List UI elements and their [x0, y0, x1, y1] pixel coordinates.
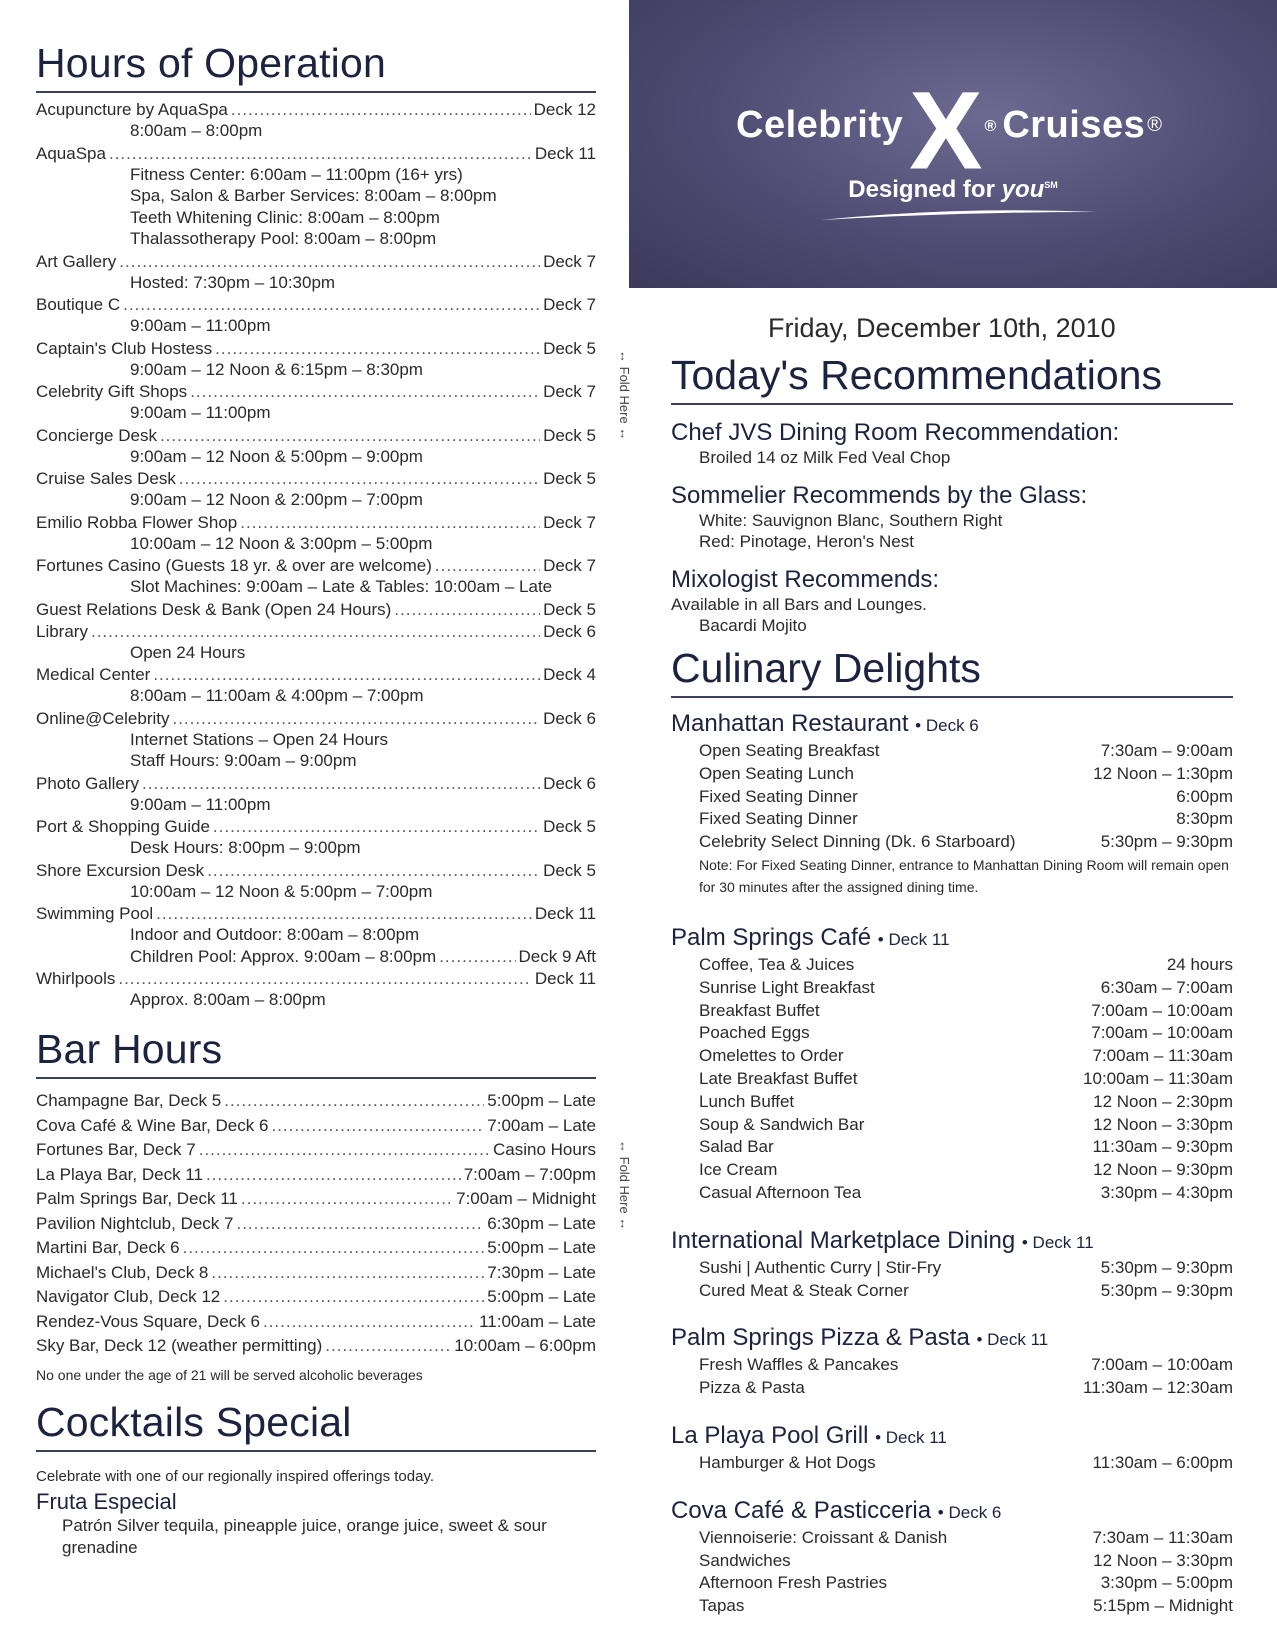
mixologist-note: Available in all Bars and Lounges.	[671, 595, 927, 614]
venue-name: Palm Springs Café	[671, 923, 872, 951]
menu-row	[671, 831, 1233, 854]
menu-time: 3:30pm – 4:30pm	[1100, 1182, 1233, 1202]
row-label: Martini Bar, Deck 6	[36, 1238, 180, 1257]
row-label: Art Gallery	[36, 251, 117, 271]
row-value: 5:00pm – Late	[487, 1091, 596, 1110]
menu-item: Celebrity Select Dinning (Dk. 6 Starboard)	[699, 832, 1016, 852]
hours-row	[36, 99, 596, 120]
hours-detail: 9:00am – 11:00pm	[130, 794, 271, 814]
bar-hours-list	[36, 1089, 596, 1359]
menu-row	[671, 1182, 1233, 1205]
menu-item: Sushi | Authentic Curry | Stir-Fry	[699, 1257, 942, 1277]
date: Friday, December 10th, 2010	[768, 313, 1116, 343]
leader-dots	[207, 860, 540, 881]
menu-item: Fresh Waffles & Pancakes	[699, 1355, 899, 1375]
row-label: AquaSpa	[36, 143, 106, 163]
venue-name: Palm Springs Pizza & Pasta	[671, 1324, 970, 1352]
menu-time: 5:15pm – Midnight	[1093, 1596, 1233, 1616]
menu-time: 11:30am – 6:00pm	[1092, 1452, 1233, 1472]
menu-row	[671, 954, 1233, 977]
row-label: Library	[36, 621, 88, 641]
hours-detail: 10:00am – 12 Noon & 5:00pm – 7:00pm	[130, 881, 433, 901]
menu-row	[671, 1354, 1233, 1377]
venue-name: La Playa Pool Grill	[671, 1421, 869, 1449]
row-value: Deck 7	[543, 556, 596, 575]
menu-item: Fixed Seating Dinner	[699, 809, 858, 829]
hours-row	[36, 381, 596, 402]
leader-dots	[153, 664, 540, 685]
hours-row	[36, 968, 596, 989]
row-value: Deck 6	[543, 773, 596, 793]
menu-item: Poached Eggs	[699, 1023, 810, 1043]
row-value: Deck 5	[543, 338, 596, 358]
hours-row	[36, 599, 596, 620]
menu-item: Viennoiserie: Croissant & Danish	[699, 1527, 948, 1547]
leader-dots	[119, 251, 540, 272]
row-value: 6:30pm – Late	[487, 1213, 596, 1233]
venue-title	[671, 924, 1233, 954]
age-note: No one under the age of 21 will be served alcoholic beverages	[36, 1366, 423, 1383]
venue-block	[671, 1227, 1233, 1303]
row-value: 7:00am – Midnight	[456, 1189, 596, 1208]
hours-detail: 8:00am – 11:00am & 4:00pm – 7:00pm	[130, 686, 424, 705]
venue-note: Note: For Fixed Seating Dinner, entrance to Manhattan Dining Room will remain open for 30 minutes after the assigned dining time.	[699, 856, 1229, 895]
cocktails-title: Cocktails Special	[36, 1399, 596, 1452]
venue-deck: • Deck 11	[976, 1330, 1049, 1350]
venue-block	[671, 1422, 1233, 1475]
hours-item	[36, 599, 596, 620]
row-label: Michael's Club, Deck 8	[36, 1262, 209, 1282]
hours-detail: 9:00am – 11:00pm	[130, 316, 271, 335]
sommelier-white: White: Sauvignon Blanc, Southern Right	[699, 511, 1003, 530]
row-label: Cruise Sales Desk	[36, 469, 176, 488]
row-label: Sky Bar, Deck 12 (weather permitting)	[36, 1336, 323, 1355]
menu-item: Sandwiches	[699, 1550, 791, 1570]
hours-detail: Desk Hours: 8:00pm – 9:00pm	[130, 838, 361, 857]
menu-time: 12 Noon – 2:30pm	[1093, 1091, 1233, 1111]
venue-deck: • Deck 6	[937, 1502, 1002, 1522]
venue-title	[671, 1227, 1233, 1257]
hours-row	[36, 294, 596, 315]
row-value: Deck 5	[543, 469, 596, 488]
brand-left: Celebrity	[736, 103, 904, 146]
venue-title	[671, 1497, 1233, 1527]
row-value: 5:00pm – Late	[487, 1238, 596, 1257]
hours-row	[36, 143, 596, 164]
row-value: 7:00am – 7:00pm	[463, 1164, 596, 1184]
menu-row	[671, 1595, 1233, 1618]
hours-detail: 9:00am – 12 Noon & 5:00pm – 9:00pm	[130, 446, 423, 466]
menu-row	[671, 1045, 1233, 1068]
leader-dots	[142, 773, 540, 794]
leader-dots	[109, 143, 532, 164]
row-value: 7:00am – Late	[487, 1115, 596, 1135]
menu-item: Late Breakfast Buffet	[699, 1068, 858, 1088]
bar-row	[36, 1114, 596, 1139]
menu-item: Pizza & Pasta	[699, 1378, 805, 1398]
venue-title	[671, 710, 1233, 740]
leader-dots	[271, 1114, 484, 1139]
hours-item	[36, 143, 596, 250]
menu-time: 7:30am – 11:30am	[1092, 1527, 1233, 1547]
menu-time: 6:00pm	[1176, 786, 1233, 806]
menu-row	[671, 1280, 1233, 1303]
menu-item: Lunch Buffet	[699, 1091, 795, 1111]
row-value: Deck 5	[543, 860, 596, 880]
row-value: Casino Hours	[493, 1140, 596, 1159]
venue-name: Manhattan Restaurant	[671, 710, 909, 737]
brand-right: Cruises	[1002, 103, 1146, 146]
culinary-section	[671, 645, 1233, 1618]
row-label: Celebrity Gift Shops	[36, 382, 188, 401]
menu-item: Omelettes to Order	[699, 1046, 844, 1066]
venue-list	[671, 710, 1233, 1618]
leader-dots	[223, 1285, 484, 1310]
leader-dots	[123, 294, 540, 315]
leader-dots	[263, 1310, 476, 1335]
row-value: Deck 4	[543, 665, 596, 684]
venue-block	[671, 1497, 1233, 1618]
venue-deck: • Deck 11	[1021, 1232, 1094, 1252]
menu-item: Fixed Seating Dinner	[699, 786, 858, 806]
hours-item	[36, 816, 596, 859]
hours-item	[36, 773, 596, 816]
hours-row	[36, 251, 596, 272]
sommelier-title: Sommelier Recommends by the Glass:	[671, 482, 1088, 509]
menu-time: 5:30pm – 9:30pm	[1100, 1280, 1233, 1300]
menu-row	[671, 763, 1233, 786]
brand-reg: ®	[1147, 113, 1162, 136]
row-value: Deck 6	[543, 621, 596, 641]
row-label: Palm Springs Bar, Deck 11	[36, 1189, 238, 1208]
venue-title	[671, 1422, 1233, 1452]
menu-row	[671, 1091, 1233, 1114]
leader-dots	[231, 99, 531, 120]
row-value: 11:00am – Late	[479, 1311, 596, 1331]
bar-row	[36, 1236, 596, 1261]
bar-hours-title: Bar Hours	[36, 1026, 596, 1079]
cocktails-intro: Celebrate with one of our regionally inspired offerings today.	[36, 1467, 435, 1485]
row-label: Children Pool: Approx. 9:00am – 8:00pm	[130, 946, 437, 966]
menu-time: 11:30am – 12:30am	[1083, 1378, 1233, 1398]
hours-row	[36, 860, 596, 881]
menu-item: Ice Cream	[699, 1160, 778, 1180]
hours-detail: Thalassotherapy Pool: 8:00am – 8:00pm	[130, 229, 437, 248]
row-value: Deck 5	[543, 599, 596, 619]
menu-time: 12 Noon – 3:30pm	[1093, 1114, 1233, 1134]
menu-item: Salad Bar	[699, 1137, 774, 1157]
venue-name: International Marketplace Dining	[671, 1226, 1016, 1254]
menu-time: 7:30am – 9:00am	[1100, 741, 1233, 760]
row-value: Deck 11	[534, 904, 596, 923]
leader-dots	[394, 599, 540, 620]
hours-row	[36, 338, 596, 359]
leader-dots	[160, 425, 540, 446]
hours-row	[36, 708, 596, 729]
bar-row	[36, 1212, 596, 1237]
menu-time: 7:00am – 10:00am	[1091, 1000, 1233, 1020]
hours-row	[36, 621, 596, 642]
children-pool-row	[36, 946, 596, 967]
bar-row	[36, 1334, 596, 1359]
row-label: Online@Celebrity	[36, 708, 170, 728]
hours-list	[36, 99, 596, 1010]
hours-detail: Indoor and Outdoor: 8:00am – 8:00pm	[130, 925, 420, 944]
leader-dots	[240, 512, 540, 533]
left-column	[36, 40, 596, 1559]
hours-row	[36, 555, 596, 576]
row-label: Shore Excursion Desk	[36, 860, 205, 880]
row-label: Acupuncture by AquaSpa	[36, 100, 228, 119]
leader-dots	[435, 555, 540, 576]
venue-block	[671, 1324, 1233, 1400]
mixologist-item: Bacardi Mojito	[699, 616, 807, 635]
menu-row	[671, 1000, 1233, 1023]
bar-row	[36, 1285, 596, 1310]
venue-deck: • Deck 6	[915, 716, 979, 735]
menu-row	[671, 1572, 1233, 1595]
hours-detail: Teeth Whitening Clinic: 8:00am – 8:00pm	[130, 207, 440, 227]
leader-dots	[236, 1212, 484, 1237]
leader-dots	[118, 968, 532, 989]
leader-dots	[224, 1089, 484, 1114]
cocktail-description: Patrón Silver tequila, pineapple juice, orange juice, sweet & sour grenadine	[62, 1515, 547, 1557]
menu-time: 12 Noon – 1:30pm	[1093, 763, 1233, 783]
venue-title	[671, 1324, 1233, 1354]
row-label: La Playa Bar, Deck 11	[36, 1164, 203, 1184]
venue-name: Cova Café & Pasticceria	[671, 1496, 932, 1524]
row-label: Port & Shopping Guide	[36, 817, 210, 836]
menu-row	[671, 1377, 1233, 1400]
bar-row	[36, 1138, 596, 1163]
row-label: Swimming Pool	[36, 904, 154, 923]
row-value: Deck 5	[543, 817, 596, 836]
hours-detail: Staff Hours: 9:00am – 9:00pm	[130, 751, 357, 770]
tagline: Designed for you℠	[848, 176, 1058, 203]
row-value: Deck 7	[543, 295, 596, 314]
menu-item: Tapas	[699, 1596, 745, 1616]
menu-item: Sunrise Light Breakfast	[699, 977, 875, 997]
row-label: Cova Café & Wine Bar, Deck 6	[36, 1115, 269, 1135]
menu-time: 12 Noon – 3:30pm	[1093, 1550, 1233, 1570]
leader-dots	[211, 1261, 484, 1286]
cocktail-name: Fruta Especial	[36, 1488, 177, 1514]
menu-row	[671, 808, 1233, 831]
menu-row	[671, 1452, 1233, 1475]
row-label: Fortunes Bar, Deck 7	[36, 1140, 196, 1159]
venue-block	[671, 924, 1233, 1205]
hours-detail: Approx. 8:00am – 8:00pm	[130, 989, 326, 1009]
hours-item	[36, 903, 596, 967]
hours-row	[36, 425, 596, 446]
hours-item	[36, 99, 596, 142]
bar-row	[36, 1310, 596, 1335]
leader-dots	[156, 903, 532, 924]
menu-row	[671, 977, 1233, 1000]
hours-item	[36, 381, 596, 424]
hours-item	[36, 251, 596, 294]
row-value: Deck 11	[534, 968, 596, 988]
menu-item: Open Seating Lunch	[699, 763, 855, 783]
hours-item	[36, 621, 596, 664]
hours-item	[36, 860, 596, 903]
menu-row	[671, 740, 1233, 763]
hours-detail: 9:00am – 11:00pm	[130, 403, 271, 422]
menu-time: 6:30am – 7:00am	[1100, 977, 1233, 997]
hours-item	[36, 708, 596, 772]
row-value: Deck 6	[543, 708, 596, 728]
hours-item	[36, 512, 596, 555]
menu-time: 3:30pm – 5:00pm	[1100, 1573, 1233, 1593]
row-value: Deck 5	[543, 425, 596, 445]
leader-dots	[183, 1236, 485, 1261]
row-value: Deck 7	[543, 512, 596, 532]
menu-item: Hamburger & Hot Dogs	[699, 1452, 876, 1472]
row-label: Emilio Robba Flower Shop	[36, 512, 238, 532]
bar-row	[36, 1089, 596, 1114]
fold-marker-bottom: ↔ Fold Here ↔	[617, 1140, 632, 1231]
row-value: Deck 9 Aft	[518, 946, 596, 966]
menu-item: Cured Meat & Steak Corner	[699, 1280, 909, 1300]
leader-dots	[172, 708, 540, 729]
hours-detail: Spa, Salon & Barber Services: 8:00am – 8:00pm	[130, 186, 497, 205]
hours-item	[36, 338, 596, 381]
culinary-title: Culinary Delights	[671, 645, 1233, 698]
menu-item: Coffee, Tea & Juices	[699, 954, 855, 974]
leader-dots	[241, 1187, 453, 1212]
brand-x-logo: X ®	[909, 69, 997, 193]
hours-row	[36, 664, 596, 685]
leader-dots	[206, 1163, 461, 1188]
hours-detail: 9:00am – 12 Noon & 2:00pm – 7:00pm	[130, 490, 423, 509]
menu-row	[671, 1257, 1233, 1280]
sommelier-red: Red: Pinotage, Heron's Nest	[699, 532, 914, 551]
menu-time: 5:30pm – 9:30pm	[1100, 1257, 1233, 1277]
leader-dots	[190, 381, 540, 402]
row-label: Boutique C	[36, 295, 121, 314]
row-label: Medical Center	[36, 665, 151, 684]
row-label: Guest Relations Desk & Bank (Open 24 Hours)	[36, 599, 392, 619]
row-label: Photo Gallery	[36, 773, 139, 793]
row-label: Pavilion Nightclub, Deck 7	[36, 1213, 234, 1233]
venue-deck: • Deck 11	[877, 929, 950, 949]
fold-marker-top: ↔ Fold Here ↔	[617, 350, 632, 441]
hours-item	[36, 425, 596, 468]
menu-row	[671, 1550, 1233, 1573]
venue-deck: • Deck 11	[875, 1427, 947, 1447]
leader-dots	[215, 338, 540, 359]
menu-time: 12 Noon – 9:30pm	[1093, 1160, 1233, 1180]
swoosh-graphic	[819, 208, 1099, 222]
row-label: Navigator Club, Deck 12	[36, 1287, 221, 1306]
menu-item: Soup & Sandwich Bar	[699, 1114, 865, 1134]
row-value: Deck 7	[543, 251, 596, 271]
chef-item: Broiled 14 oz Milk Fed Veal Chop	[699, 448, 951, 467]
hours-row	[36, 816, 596, 837]
row-label: Rendez-Vous Square, Deck 6	[36, 1311, 260, 1331]
bar-row	[36, 1163, 596, 1188]
row-value: 5:00pm – Late	[487, 1287, 596, 1306]
menu-time: 11:30am – 9:30pm	[1092, 1137, 1233, 1157]
leader-dots	[199, 1138, 490, 1163]
hours-row	[36, 468, 596, 489]
hours-detail: Slot Machines: 9:00am – Late & Tables: 10:00am – Late	[130, 577, 553, 596]
hours-detail: Fitness Center: 6:00am – 11:00pm (16+ yrs)	[130, 164, 463, 184]
row-value: Deck 11	[534, 143, 596, 163]
hours-row	[36, 512, 596, 533]
hours-item	[36, 664, 596, 707]
recommendations-section	[671, 352, 1233, 636]
menu-time: 7:00am – 11:30am	[1092, 1046, 1233, 1066]
row-value: 10:00am – 6:00pm	[454, 1336, 596, 1355]
row-label: Fortunes Casino (Guests 18 yr. & over are welcome)	[36, 556, 432, 575]
hours-item	[36, 968, 596, 1011]
menu-item: Open Seating Breakfast	[699, 741, 880, 760]
row-value: Deck 12	[533, 100, 596, 119]
menu-item: Breakfast Buffet	[699, 1000, 820, 1020]
hours-detail: Open 24 Hours	[130, 642, 246, 662]
menu-row	[671, 786, 1233, 809]
mixologist-title: Mixologist Recommends:	[671, 566, 940, 593]
menu-time: 7:00am – 10:00am	[1091, 1023, 1233, 1043]
hours-row	[36, 773, 596, 794]
leader-dots	[325, 1334, 451, 1359]
chef-title: Chef JVS Dining Room Recommendation:	[671, 419, 1120, 446]
menu-time: 5:30pm – 9:30pm	[1100, 832, 1233, 852]
leader-dots	[179, 468, 540, 489]
menu-row	[671, 1136, 1233, 1159]
menu-time: 7:00am – 10:00am	[1091, 1355, 1233, 1375]
row-label: Champagne Bar, Deck 5	[36, 1091, 222, 1110]
menu-item: Afternoon Fresh Pastries	[699, 1573, 888, 1593]
leader-dots	[91, 621, 540, 642]
row-value: Deck 7	[543, 382, 596, 401]
hours-title: Hours of Operation	[36, 40, 596, 93]
hours-detail: 10:00am – 12 Noon & 3:00pm – 5:00pm	[130, 533, 433, 553]
menu-row	[671, 1022, 1233, 1045]
recommendations-title: Today's Recommendations	[671, 352, 1233, 405]
row-label: Concierge Desk	[36, 425, 157, 445]
menu-row	[671, 1527, 1233, 1550]
bar-row	[36, 1187, 596, 1212]
hours-detail: 8:00am – 8:00pm	[130, 121, 263, 140]
menu-time: 8:30pm	[1176, 809, 1233, 829]
row-value: 7:30pm – Late	[487, 1262, 596, 1282]
hours-row	[36, 903, 596, 924]
menu-row	[671, 1159, 1233, 1182]
hours-item	[36, 468, 596, 511]
bar-row	[36, 1261, 596, 1286]
hours-item	[36, 294, 596, 337]
leader-dots	[439, 946, 515, 967]
menu-time: 24 hours	[1166, 954, 1233, 974]
hours-detail: 9:00am – 12 Noon & 6:15pm – 8:30pm	[130, 359, 423, 379]
menu-item: Casual Afternoon Tea	[699, 1182, 862, 1202]
menu-time: 10:00am – 11:30am	[1083, 1068, 1233, 1088]
leader-dots	[213, 816, 540, 837]
row-label: Whirlpools	[36, 968, 116, 988]
row-label: Captain's Club Hostess	[36, 338, 213, 358]
brand-banner	[629, 0, 1277, 288]
menu-row	[671, 1114, 1233, 1137]
menu-row	[671, 1068, 1233, 1091]
venue-block	[671, 710, 1233, 898]
hours-item	[36, 555, 596, 598]
hours-detail: Hosted: 7:30pm – 10:30pm	[130, 272, 336, 292]
hours-detail: Internet Stations – Open 24 Hours	[130, 729, 388, 749]
